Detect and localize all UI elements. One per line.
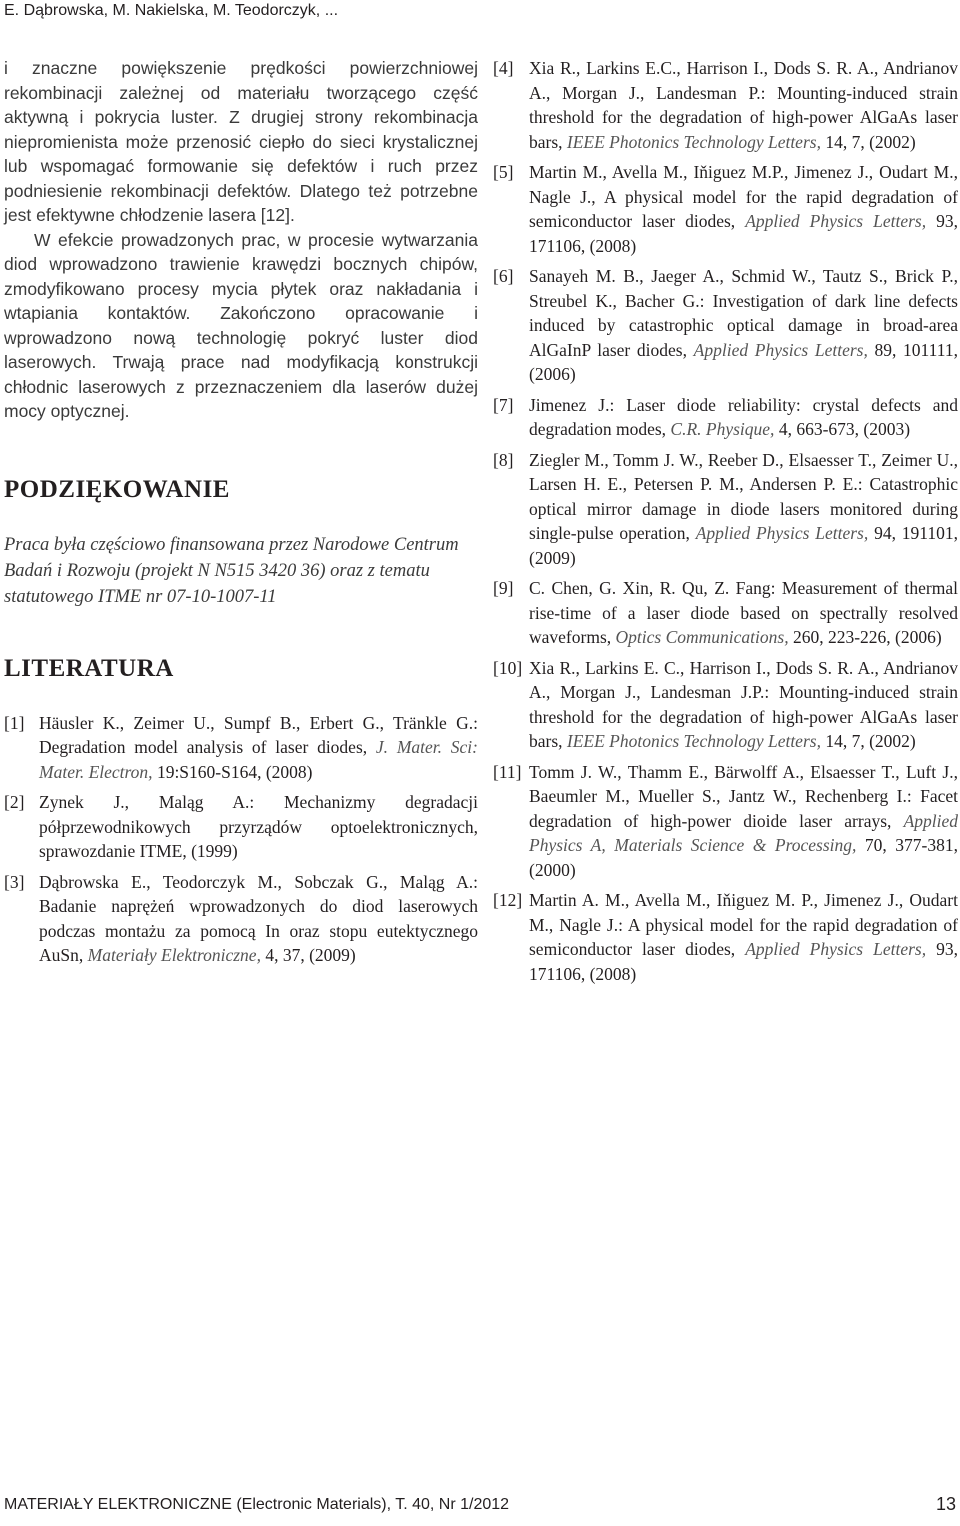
reference-item — [4, 711, 478, 785]
reference-text: Jimenez J.: Laser diode reliability: crystal defects and degradation modes, C.R. Physique, 4, 663-673, (2003) — [529, 394, 958, 439]
reference-number: [8] — [493, 449, 514, 470]
reference-item — [4, 790, 478, 864]
reference-item — [493, 760, 958, 883]
reference-text: C. Chen, G. Xin, R. Qu, Z. Fang: Measurement of thermal rise-time of a laser diode based on spectrally resolved waveforms, Optics Communications, 260, 223-226, (2006) — [529, 578, 958, 647]
reference-list-left — [4, 711, 478, 968]
reference-number: [2] — [4, 792, 25, 812]
reference-number: [6] — [493, 266, 514, 286]
acknowledgement-text: Praca była częściowo finansowana przez Narodowe Centrum Badań i Rozwoju (projekt N N515 3420 36) oraz z tematu statutowego ITME nr 07-10-1007-11 — [4, 534, 459, 607]
reference-item — [493, 160, 958, 258]
reference-text: Sanayeh M. B., Jaeger A., Schmid W., Tautz S., Brick P., Streubel K., Bacher G.: Investigation of dark line defects induced by catastrophic optical damage in broad-area AlGaInP laser diodes, Applied Physics Letters, 89, 101111, (2006) — [529, 266, 958, 384]
body-paragraph-2: W efekcie prowadzonych prac, w procesie wytwarzania diod wprowadzono trawienie krawędzi bocznych chipów, zmodyfikowano procesy mycia płytek oraz nakładania i wtapiania kontaktów. Zakończono opracowanie i wprowadzono nową technologię pokryć luster diod laserowych. Trwają prace nad modyfikacją konstrukcji chłodnic laserowych z przeznaczeniem dla laserów dużej mocy optycznej. — [4, 229, 478, 421]
reference-item — [493, 576, 958, 650]
left-column — [4, 56, 478, 974]
body-paragraph-1: i znaczne powiększenie prędkości powierzchniowej rekombinacji zależnej od materiału tworzącego część aktywną i pokrycia luster. Z drugiej strony rekombinacja niepromienista może przenosić ciepło do sieci krystalicznej lub wspomagać formowanie się defektów i ruch przez podniesienie rekombinacji defektów. Dlatego też potrzebne jest efektywne chłodzenie lasera [12]. — [4, 58, 478, 225]
literature-heading: LITERATURA — [4, 654, 174, 682]
reference-item — [493, 264, 958, 387]
reference-text: Zynek J., Maląg A.: Mechanizmy degradacji półprzewodnikowych przyrządów optoelektronicznych, sprawozdanie ITME, (1999) — [39, 792, 478, 861]
reference-number: [9] — [493, 578, 514, 598]
reference-number: [5] — [493, 162, 514, 182]
right-column — [493, 56, 958, 992]
reference-item — [493, 888, 958, 986]
reference-number: [7] — [493, 394, 514, 415]
reference-text: Häusler K., Zeimer U., Sumpf B., Erbert G., Tränkle G.: Degradation model analysis of laser diodes, J. Mater. Sci: Mater. Electron, 19:S160-S164, (2008) — [39, 712, 478, 782]
reference-text: Xia R., Larkins E.C., Harrison I., Dods S. R. A., Andrianov A., Morgan J., Landesman P.: Mounting-induced strain threshold for the degradation of high-power AlGaAs laser bars, IEEE Photonics Technology Letters, 14, 7, (2002) — [529, 58, 958, 152]
reference-text: Tomm J. W., Thamm E., Bärwolff A., Elsaesser T., Luft J., Baeumler M., Mueller S., Jantz W., Rechenberg I.: Facet degradation of high-power dioide laser arrays, Applied Physics A, Materials Science & Processing, 70, 377-381, (2000) — [529, 761, 959, 880]
acknowledgement-heading: PODZIĘKOWANIE — [4, 475, 230, 503]
reference-text: Martin A. M., Avella M., Iňiguez M. P., Jimenez J., Oudart M., Nagle J.: A physical model for the rapid degradation of semiconductor laser diodes, Applied Physics Letters, 93, 171106, (2008) — [529, 890, 958, 984]
footer-journal-info: MATERIAŁY ELEKTRONICZNE (Electronic Materials), T. 40, Nr 1/2012 — [4, 1496, 510, 1513]
reference-number: [1] — [4, 712, 25, 733]
reference-number: [4] — [493, 58, 514, 78]
reference-item — [493, 393, 958, 442]
reference-item — [493, 56, 958, 154]
reference-number: [12] — [493, 890, 523, 910]
reference-text: Dąbrowska E., Teodorczyk M., Sobczak G., Maląg A.: Badanie naprężeń wprowadzonych do diod laserowych podczas montażu za pomocą In oraz stopu eutektycznego AuSn, Materiały Elektroniczne, 4, 37, (2009) — [39, 871, 478, 965]
reference-item — [493, 448, 958, 571]
reference-number: [11] — [493, 761, 522, 782]
reference-number: [3] — [4, 871, 25, 892]
reference-item — [4, 870, 478, 968]
reference-text: Martin M., Avella M., Iňiguez M.P., Jimenez J., Oudart M., Nagle J., A physical model for the rapid degradation of semiconductor laser diodes, Applied Physics Letters, 93, 171106, (2008) — [529, 162, 958, 256]
reference-list-right — [493, 56, 958, 986]
reference-item — [493, 656, 958, 754]
page-number: 13 — [935, 1494, 956, 1514]
reference-text: Ziegler M., Tomm J. W., Reeber D., Elsaesser T., Zeimer U., Larsen H. E., Petersen P. M., Andersen P. E.: Catastrophic optical mirror damage in diode lasers monitored during single-pulse operation, Applied Physics Letters, 94, 191101, (2009) — [529, 449, 958, 568]
reference-number: [10] — [493, 657, 523, 678]
reference-text: Xia R., Larkins E. C., Harrison I., Dods S. R. A., Andrianov A., Morgan J., Landesman J.P.: Mounting-induced strain threshold for the degradation of high-power AlGaAs laser bars, IEEE Photonics Technology Letters, 14, 7, (2002) — [529, 657, 958, 751]
running-head: E. Dąbrowska, M. Nakielska, M. Teodorczyk, ... — [4, 2, 339, 19]
